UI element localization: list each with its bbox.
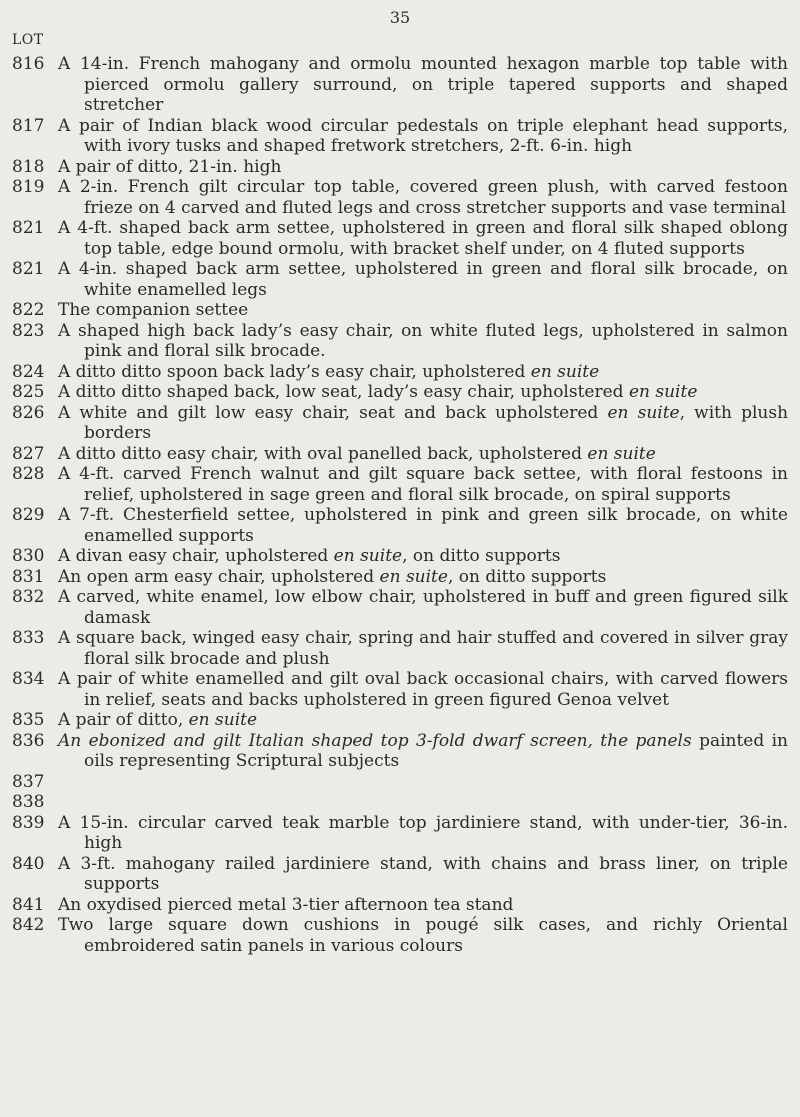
lot-description: A 4-in. shaped back arm settee, upholstered in green and floral silk brocade, on white enamelled legs [58, 259, 788, 300]
lot-description: A white and gilt low easy chair, seat and back upholstered en suite, with plush borders [58, 402, 789, 443]
lot-description: A 4-ft. carved French walnut and gilt square back settee, with floral festoons in relief, upholstered in sage green and floral silk brocade, on spiral supports [58, 464, 788, 505]
lot-number: 839 [12, 812, 45, 833]
lot-description: A carved, white enamel, low elbow chair, upholstered in buff and green figured silk damask [58, 587, 788, 628]
lot-description: Two large square down cushions in pougé silk cases, and richly Oriental embroidered satin panels in various colours [58, 915, 788, 956]
lot-description: A divan easy chair, upholstered en suite, on ditto supports [58, 546, 561, 566]
lot-number: 821 [12, 218, 45, 238]
lot-number: 821 [12, 259, 45, 279]
lot-column-header: LOT [12, 32, 44, 48]
lot-description: A ditto ditto spoon back lady’s easy chair, upholstered en suite [58, 361, 600, 382]
lot-description: A 15-in. circular carved teak marble top jardiniere stand, with under-tier, 36-in. high [58, 812, 788, 853]
lot-description: An open arm easy chair, upholstered en suite, on ditto supports [58, 566, 607, 587]
lot-number: 841 [12, 894, 45, 915]
page-number: 35 [389, 8, 411, 27]
lot-number: 830 [12, 546, 45, 566]
lot-number: 826 [12, 402, 45, 423]
lot-number: 817 [12, 115, 45, 136]
lot-description: A 4-ft. shaped back arm settee, upholstered in green and floral silk shaped oblong top table, edge bound ormolu, with bracket shelf under, on 4 fluted supports [58, 218, 788, 259]
lot-number: 835 [12, 710, 45, 730]
lot-description: A 2-in. French gilt circular top table, covered green plush, with carved festoon frieze on 4 carved and fluted legs and cross stretcher supports and vase terminal [58, 177, 788, 218]
lot-number: 831 [12, 566, 45, 587]
lot-number: 842 [12, 915, 45, 935]
lot-number: 837 [12, 771, 45, 792]
lot-number: 818 [12, 156, 45, 177]
lot-number: 822 [12, 300, 45, 320]
lot-number: 834 [12, 669, 45, 689]
lot-description: A 14-in. French mahogany and ormolu mounted hexagon marble top table with pierced ormolu gallery surround, on triple tapered supports and shaped stretcher [58, 54, 788, 115]
lot-number: 840 [12, 853, 45, 874]
lot-number: 824 [12, 361, 45, 382]
lot-number: 833 [12, 628, 45, 648]
lot-description: A pair of white enamelled and gilt oval back occasional chairs, with carved flowers in relief, seats and backs upholstered in green figured Genoa velvet [58, 669, 788, 710]
lot-number: 829 [12, 505, 45, 525]
lot-description: A pair of Indian black wood circular pedestals on triple elephant head supports, with ivory tusks and shaped fretwork stretchers, 2-ft. 6-in. high [58, 115, 788, 156]
lot-description: A shaped high back lady’s easy chair, on white fluted legs, upholstered in salmon pink and floral silk brocade. [58, 320, 788, 361]
lot-description: An ebonized and gilt Italian shaped top 3-fold dwarf screen, the panels painted in oils representing Scriptural subjects [58, 730, 788, 771]
lot-description: The companion settee [58, 300, 249, 320]
lot-description: A ditto ditto easy chair, with oval panelled back, upholstered en suite [58, 443, 656, 464]
lot-number: 838 [12, 792, 45, 812]
lot-number: 827 [12, 443, 45, 464]
lot-description: A 3-ft. mahogany railed jardiniere stand, with chains and brass liner, on triple supports [58, 853, 788, 894]
lot-description: A 7-ft. Chesterfield settee, upholstered in pink and green silk brocade, on white enamelled supports [58, 505, 788, 546]
lot-number: 836 [12, 730, 45, 751]
lot-description: A ditto ditto shaped back, low seat, lady’s easy chair, upholstered en suite [58, 382, 698, 402]
lot-description: An oxydised pierced metal 3-tier afternoon tea stand [58, 894, 514, 915]
lot-number: 823 [12, 320, 45, 341]
lot-number: 819 [12, 177, 45, 197]
lot-number: 816 [12, 54, 45, 74]
lot-number: 825 [12, 382, 45, 402]
lot-number: 828 [12, 464, 45, 484]
lot-description: A square back, winged easy chair, spring and hair stuffed and covered in silver gray floral silk brocade and plush [58, 628, 788, 669]
lot-number: 832 [12, 587, 45, 607]
lot-description: A pair of ditto, 21-in. high [58, 156, 282, 177]
lot-description: A pair of ditto, en suite [58, 710, 258, 730]
